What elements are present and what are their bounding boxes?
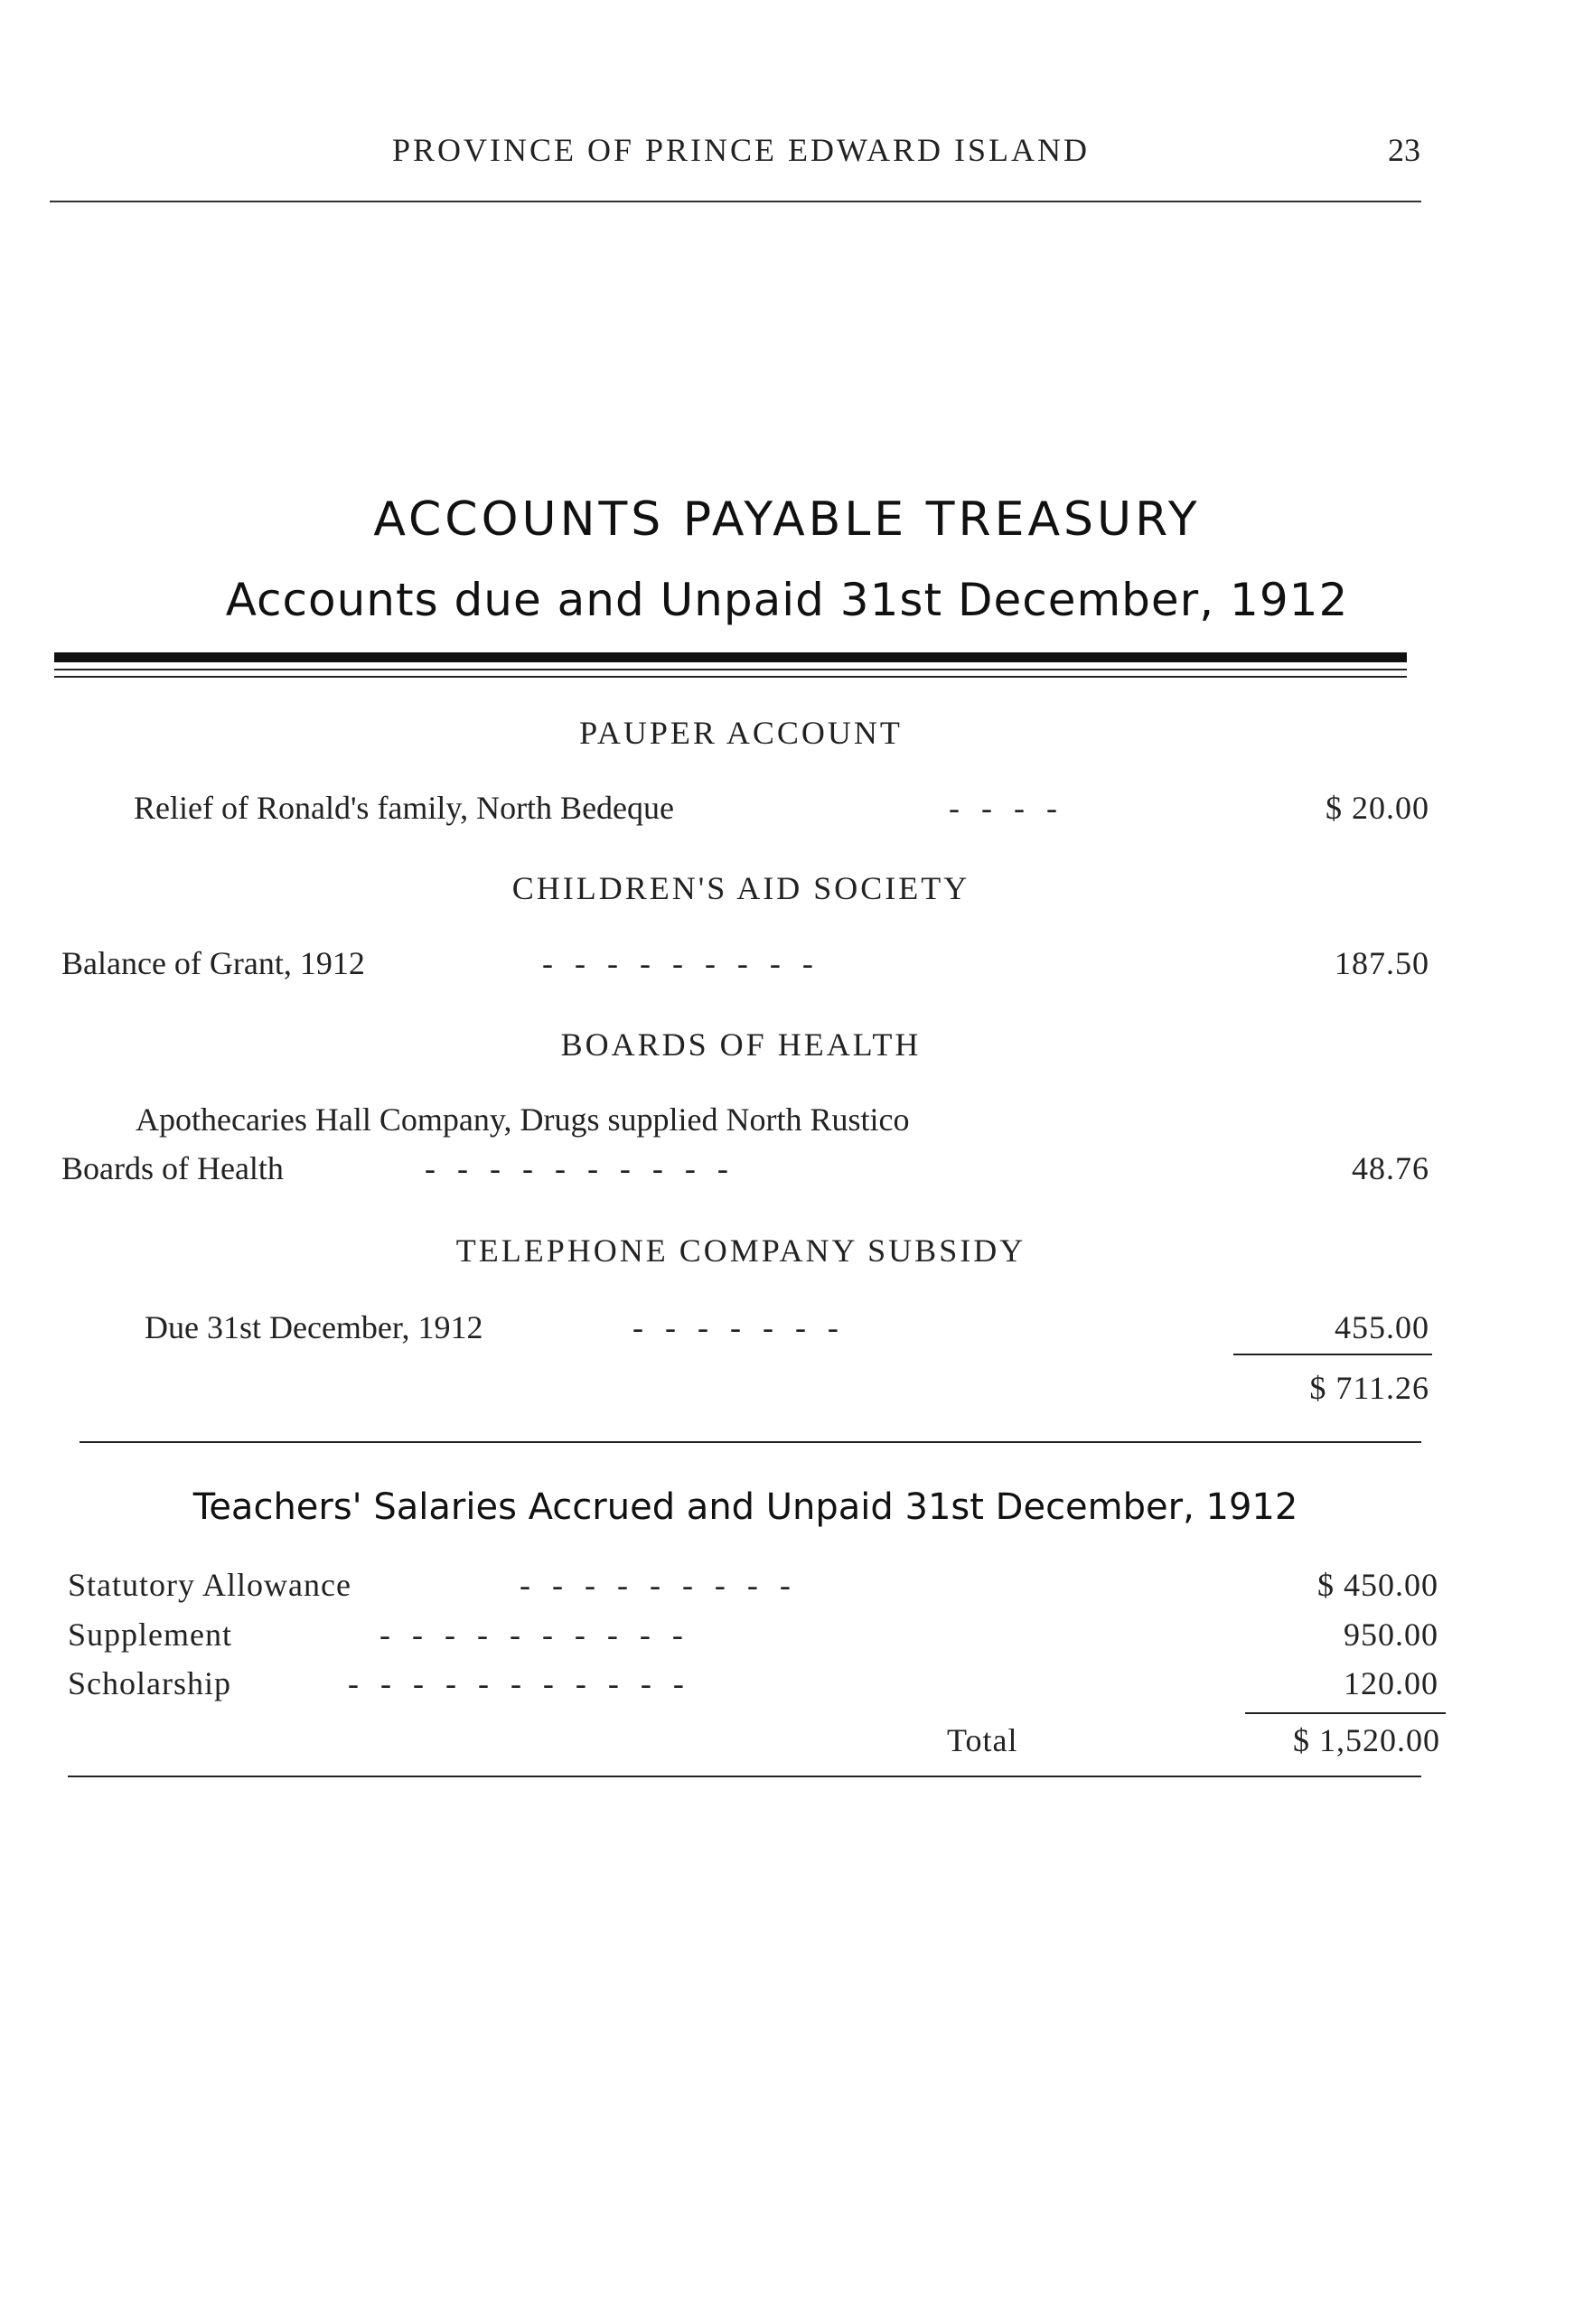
childrens-amount: 187.50	[1335, 945, 1429, 981]
teachers-row-amount: 950.00	[1344, 1616, 1438, 1653]
section-heading-boards-of-health: BOARDS OF HEALTH	[560, 1026, 922, 1063]
teachers-row-leader: - - - - - - - - - - -	[348, 1665, 686, 1701]
teachers-row-leader: - - - - - - - - - -	[379, 1616, 685, 1653]
sub-title: Accounts due and Unpaid 31st December, 1912	[225, 574, 1349, 626]
health-leader: - - - - - - - - - -	[425, 1150, 730, 1186]
teachers-subtotal-rule	[1245, 1712, 1446, 1714]
telephone-item: Due 31st December, 1912	[145, 1309, 483, 1345]
teachers-total-amount: $ 1,520.00	[1293, 1722, 1440, 1758]
pauper-amount: $ 20.00	[1326, 790, 1429, 826]
section-heading-pauper: PAUPER ACCOUNT	[579, 715, 903, 751]
page-number: 23	[1388, 132, 1420, 168]
childrens-leader: - - - - - - - - -	[542, 945, 815, 981]
health-item-line1: Apothecaries Hall Company, Drugs supplied North Rustico	[136, 1101, 910, 1138]
teachers-total-label: Total	[947, 1722, 1018, 1758]
section-divider-rule	[80, 1441, 1421, 1443]
title-rule-thin	[54, 676, 1407, 678]
teachers-row-label: Scholarship	[68, 1665, 231, 1701]
running-title: PROVINCE OF PRINCE EDWARD ISLAND	[391, 132, 1091, 168]
health-amount: 48.76	[1352, 1150, 1429, 1186]
teachers-row-amount: $ 450.00	[1317, 1567, 1438, 1603]
title-rule-thick	[54, 652, 1407, 662]
grand-total-amount: $ 711.26	[1309, 1370, 1429, 1406]
teachers-row-amount: 120.00	[1344, 1665, 1438, 1701]
pauper-leader: - - - -	[949, 790, 1059, 826]
section-heading-childrens-aid: CHILDREN'S AID SOCIETY	[511, 870, 970, 906]
section-heading-telephone: TELEPHONE COMPANY SUBSIDY	[455, 1232, 1026, 1269]
title-rule-thin	[54, 669, 1407, 670]
telephone-leader: - - - - - - -	[632, 1309, 840, 1345]
header-rule	[50, 201, 1421, 202]
health-item-line2: Boards of Health	[61, 1150, 284, 1186]
pauper-item: Relief of Ronald's family, North Bedeque	[134, 790, 675, 826]
subtotal-rule	[1233, 1354, 1432, 1355]
childrens-item: Balance of Grant, 1912	[61, 945, 365, 981]
bottom-rule	[68, 1776, 1421, 1777]
teachers-row-label: Supplement	[68, 1616, 232, 1653]
teachers-row-label: Statutory Allowance	[68, 1567, 351, 1603]
main-title: ACCOUNTS PAYABLE TREASURY	[373, 492, 1201, 547]
telephone-amount: 455.00	[1335, 1309, 1429, 1345]
teachers-title: Teachers' Salaries Accrued and Unpaid 31st December, 1912	[192, 1486, 1298, 1528]
running-head	[0, 131, 1574, 176]
teachers-row-leader: - - - - - - - - -	[520, 1567, 792, 1603]
